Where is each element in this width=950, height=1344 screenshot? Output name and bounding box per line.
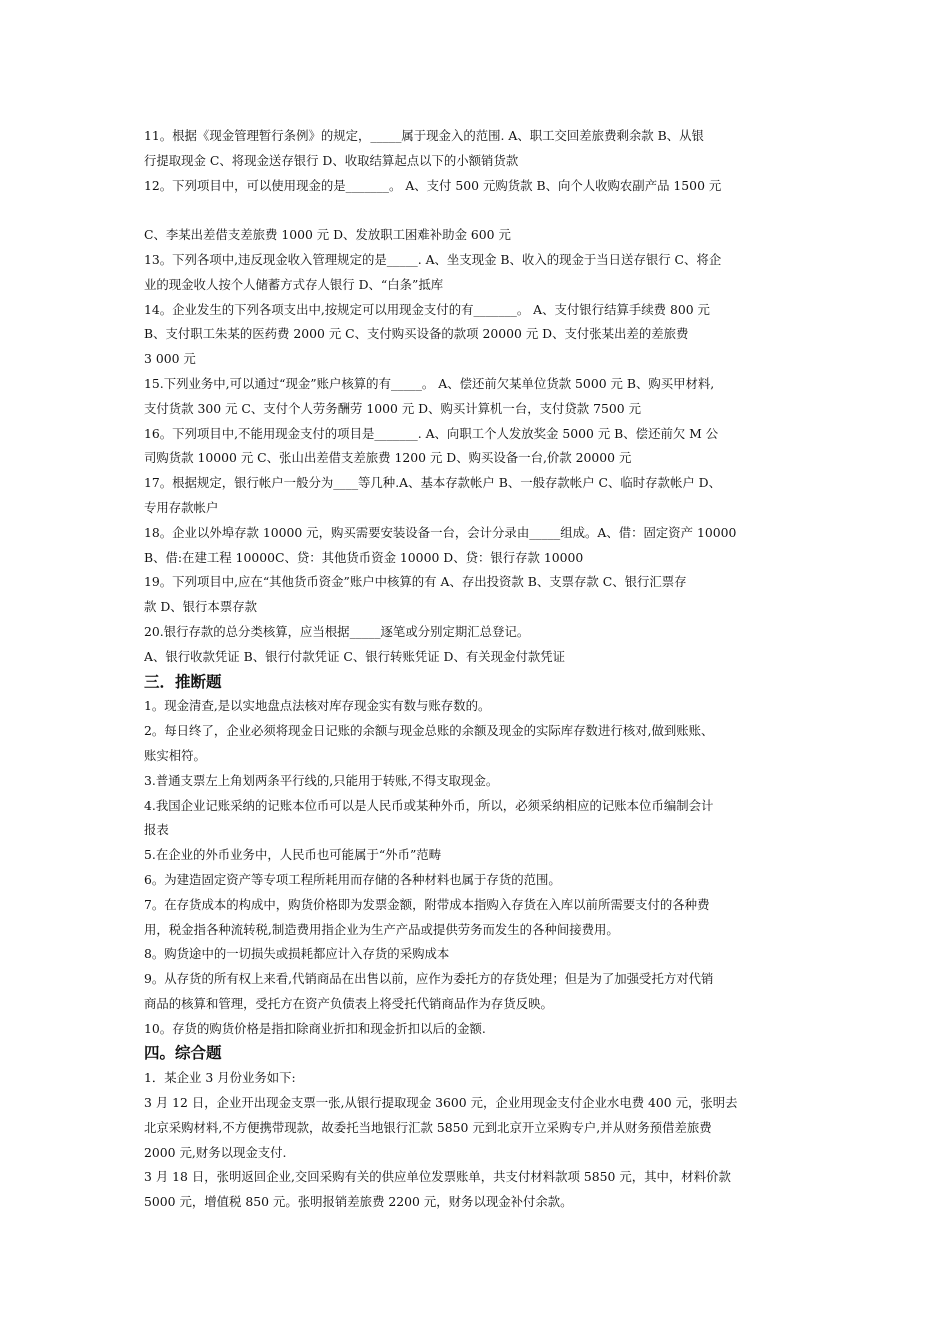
text-line: 8。购货途中的一切损失或损耗都应计入存货的采购成本 <box>144 946 450 962</box>
text-line: B、借:在建工程 10000C、贷：其他货币资金 10000 D、贷：银行存款 10000 <box>144 549 584 565</box>
text-line: 款 D、银行本票存款 <box>144 599 257 615</box>
text-line: 2000 元,财务以现金支付. <box>144 1144 287 1160</box>
text-line: 1。现金清查,是以实地盘点法核对库存现金实有数与账存数的。 <box>144 698 491 714</box>
text-line: A、银行收款凭证 B、银行付款凭证 C、银行转账凭证 D、有关现金付款凭证 <box>144 648 566 664</box>
text-line: 17。根据规定，银行帐户一般分为____等几种.A、基本存款帐户 B、一般存款帐户 C、临时存款帐户 D、 <box>144 475 722 491</box>
text-line: 11。根据《现金管理暂行条例》的规定，_____属于现金入的范围. A、职工交回差旅费剩余款 B、从银 <box>144 128 704 143</box>
text-line: 1．某企业 3 月份业务如下: <box>144 1070 296 1086</box>
section-3-judgement <box>144 694 812 1041</box>
text-line: 20.银行存款的总分类核算，应当根据_____逐笔或分别定期汇总登记。 <box>144 623 530 639</box>
section-heading-comprehensive: 四。综合题 <box>144 1044 222 1063</box>
blank-line <box>144 198 812 223</box>
text-line: 司购货款 10000 元 C、张山出差借支差旅费 1200 元 D、购买设备一台,价款 20000 元 <box>144 450 632 466</box>
text-line: 4.我国企业记账采纳的记账本位币可以是人民币或某种外币，所以，必须采纳相应的记账本位币编制会计 <box>144 797 714 813</box>
text-line: 3 月 18 日，张明返回企业,交回采购有关的供应单位发票账单，共支付材料款项 5850 元，其中，材料价款 <box>144 1169 731 1185</box>
text-line: 3.普通支票左上角划两条平行线的,只能用于转账,不得支取现金。 <box>144 772 499 788</box>
text-line: 10。存货的购货价格是指扣除商业折扣和现金折扣以后的金额. <box>144 1020 486 1036</box>
section-2-questions <box>144 124 812 670</box>
text-line: 6。为建造固定资产等专项工程所耗用而存储的各种材料也属于存货的范围。 <box>144 871 561 887</box>
text-line: 行提取现金 C、将现金送存银行 D、收取结算起点以下的小额销货款 <box>144 152 519 168</box>
text-line: 5.在企业的外币业务中，人民币也可能属于“外币”范畴 <box>144 847 442 863</box>
text-line: 2。每日终了，企业必须将现金日记账的余额与现金总账的余额及现金的实际库存数进行核对,做到账账、 <box>144 723 714 739</box>
text-line: 用，税金指各种流转税,制造费用指企业为生产产品或提供劳务而发生的各种间接费用。 <box>144 921 619 937</box>
text-line: 3 000 元 <box>144 351 196 367</box>
text-line: 16。下列项目中,不能用现金支付的项目是_______. A、向职工个人发放奖金 5000 元 B、偿还前欠 M 公 <box>144 425 719 441</box>
text-line: 业的现金收人按个人储蓄方式存人银行 D、“白条”抵库 <box>144 276 444 292</box>
text-line: 5000 元，增值税 850 元。张明报销差旅费 2200 元，财务以现金补付余款。 <box>144 1194 573 1210</box>
text-line: 账实相符。 <box>144 747 206 763</box>
text-line: 报表 <box>144 822 169 838</box>
text-line: C、李某出差借支差旅费 1000 元 D、发放职工困难补助金 600 元 <box>144 227 511 243</box>
text-line: B、支付职工朱某的医药费 2000 元 C、支付购买设备的款项 20000 元 D、支付张某出差的差旅费 <box>144 326 689 342</box>
text-line: 7。在存货成本的构成中，购货价格即为发票金额，附带成本指购入存货在入库以前所需要支付的各种费 <box>144 896 710 912</box>
text-line: 9。从存货的所有权上来看,代销商品在出售以前，应作为委托方的存货处理；但是为了加强受托方对代销 <box>144 971 714 987</box>
text-line: 19。下列项目中,应在“其他货币资金”账户中核算的有 A、存出投资款 B、支票存款 C、银行汇票存 <box>144 574 687 590</box>
section-heading-judgement: 三．推断题 <box>144 672 222 691</box>
text-line: 15.下列业务中,可以通过“现金”账户核算的有_____。 A、偿还前欠某单位货款 5000 元 B、购买甲材料, <box>144 375 715 391</box>
text-line: 专用存款帐户 <box>144 499 219 515</box>
text-line: 北京采购材料,不方便携带现款，故委托当地银行汇款 5850 元到北京开立采购专户,并从财务预借差旅费 <box>144 1119 712 1135</box>
text-line: 14。企业发生的下列各项支出中,按规定可以用现金支付的有_______。 A、支付银行结算手续费 800 元 <box>144 301 710 317</box>
text-line: 支付货款 300 元 C、支付个人劳务酬劳 1000 元 D、购买计算机一台，支付贷款 7500 元 <box>144 400 641 416</box>
document-page <box>144 124 812 1215</box>
text-line: 商品的核算和管理，受托方在资产负债表上将受托代销商品作为存货反映。 <box>144 995 553 1011</box>
text-line: 3 月 12 日，企业开出现金支票一张,从银行提取现金 3600 元，企业用现金支付企业水电费 400 元，张明去 <box>144 1095 738 1111</box>
text-line: 18。企业以外埠存款 10000 元，购买需要安装设备一台，会计分录由_____组成。A、借：固定资产 10000 <box>144 524 737 540</box>
text-line: 12。下列项目中，可以使用现金的是_______。 A、支付 500 元购货款 B、向个人收购农副产品 1500 元 <box>144 177 722 193</box>
section-4-comprehensive <box>144 1066 812 1215</box>
text-line: 13。下列各项中,违反现金收入管理规定的是_____. A、坐支现金 B、收入的现金于当日送存银行 C、将企 <box>144 251 722 267</box>
